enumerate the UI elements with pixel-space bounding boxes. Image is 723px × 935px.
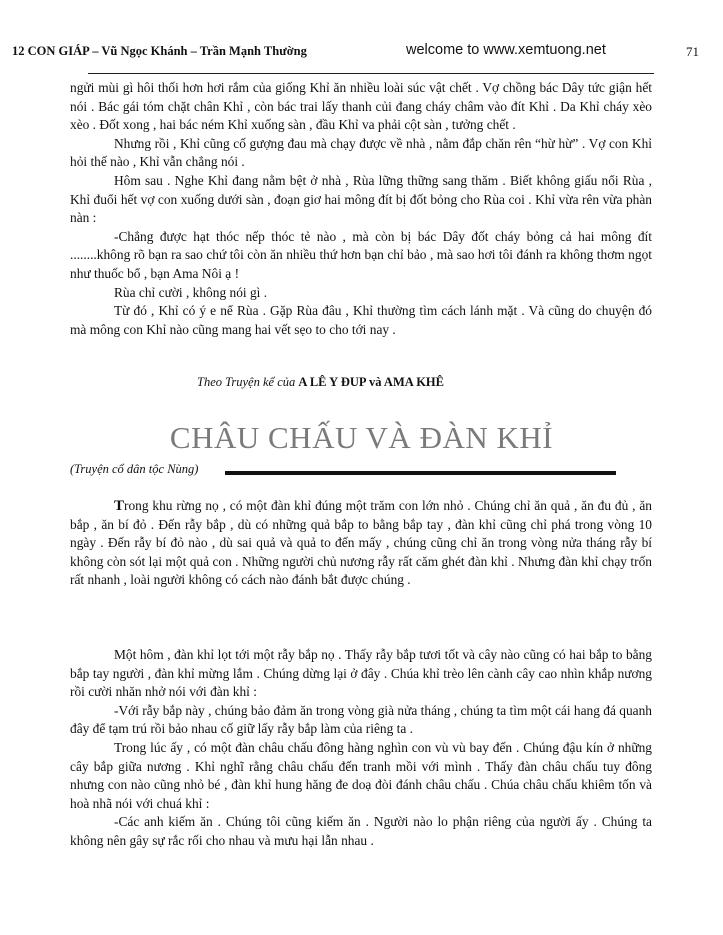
story-credit (197, 375, 444, 390)
paragraph (70, 497, 652, 590)
credit-prefix: Theo Truyện kể của (197, 375, 299, 389)
paragraph: -Với rẫy bắp này , chúng bảo đảm ăn trong vòng già nửa tháng , chúng ta tìm một cái hang đá quanh đây để tạm trú rồi bảo nhau cố giữ lấy rẫy bắp làm của riêng ta . (70, 702, 652, 737)
story-subtitle: (Truyện cổ dân tộc Nùng) (70, 462, 199, 476)
drop-letter: T (114, 498, 125, 514)
paragraph: Rùa chỉ cười , không nói gì . (114, 284, 268, 300)
paragraph: Nhưng rồi , Khỉ cũng cố gượng đau mà chạy được về nhà , nằm đắp chăn rên “hừ hừ” . Vợ con Khỉ hỏi thế nào , Khỉ vẫn chẳng nói . (70, 135, 652, 170)
paragraph: -Các anh kiếm ăn . Chúng tôi cũng kiếm ăn . Người nào lo phận riêng của người ấy . Chúng ta không nên gây sự rắc rối cho nhau và mưu hại lẫn nhau . (70, 814, 652, 848)
paragraph: ngửi mùi gì hôi thối hơn hơi rắm của giống Khỉ ăn nhiều loài súc vật chết . Vợ chồng bác Dây tức giận hết nói . Bác gái tóm chặt chân Khỉ , còn bác trai lấy thanh củi đang cháy châm vào đít Khỉ . Da Khỉ cháy xèo xèo . Đốt xong , hai bác ném Khỉ xuống sàn , đầu Khỉ va phải cột sàn , tưởng chết . (70, 80, 652, 133)
paragraph: Từ đó , Khỉ có ý e nể Rùa . Gặp Rùa đâu , Khỉ thường tìm cách lánh mặt . Và cũng do chuyện đó mà mông con Khỉ nào cũng mang hai vết sẹo to cho tới nay . (70, 303, 652, 337)
paragraph: Một hôm , đàn khỉ lọt tới một rẫy bắp nọ . Thấy rẫy bắp tươi tốt và cây nào cũng có hai bắp to bằng bắp tay người , đàn khỉ mừng lắm . Chúng dừng lại ở đây . Chúa khỉ trèo lên cành cây cao nhìn khắp nương rồi cười nhăn nhở nói với đàn khỉ : (70, 647, 652, 700)
paragraph: Trong lúc ấy , có một đàn châu chấu đông hàng nghìn con vù vù bay đến . Chúng đậu kín ở những cây bắp giữa nương . Khỉ nghĩ rằng châu chấu đến tranh mồi với mình . Thấy đàn châu chấu tuy đông nhưng con nào cũng nhỏ bé , đàn khỉ hung hăng đe doạ đòi đánh châu chấu . Chúa châu chấu khiêm tốn và hoà nhã nói với chuá khỉ : (70, 739, 652, 811)
header-rule (88, 73, 654, 74)
story-opening (70, 497, 652, 590)
story-continuation (70, 79, 652, 339)
page-number: 71 (686, 44, 699, 59)
running-header-title: 12 CON GIÁP – Vũ Ngọc Khánh – Trần Mạnh Thường (12, 44, 307, 58)
title-rule (225, 471, 616, 475)
story-body (70, 646, 652, 851)
paragraph: -Chẳng được hạt thóc nếp thóc tẻ nào , mà còn bị bác Dây đốt cháy bỏng cả hai mông đít ........không rõ bạn ra sao chứ tôi còn ăn nhiều thứ hơn bạn chỉ bảo , mà sao hơi tôi đánh ra không thơm ngọt như thuốc bổ , bạn Ama Nôi ạ ! (70, 228, 652, 281)
story-title: CHÂU CHẤU VÀ ĐÀN KHỈ (169, 420, 554, 455)
paragraph-text: rong khu rừng nọ , có một đàn khỉ đúng một trăm con lớn nhỏ . Chúng chỉ ăn quả , ăn đu đủ , ăn bắp , ăn bí đỏ . Đến rẫy bắp , dù có những quả bắp to bằng bắp tay , đàn khỉ cũng chỉ phá trong vòng 10 ngày . Đến rẫy bí đỏ nào , dù sai quả và quả to đến mấy , chúng cũng chỉ ăn trong vòng nửa tháng rẫy bí không còn sót lại một quả con . Những người chủ nương rẫy rất căm ghét đàn khỉ . Nhưng đàn khỉ chạy trốn rất nhanh , loài người không có cách nào đánh bắt được chúng . (70, 498, 652, 588)
credit-authors: A LÊ Y ĐUP và AMA KHÊ (298, 375, 444, 389)
website-credit: welcome to www.xemtuong.net (406, 42, 606, 58)
paragraph: Hôm sau . Nghe Khỉ đang nằm bệt ở nhà , Rùa lững thững sang thăm . Biết không giấu nổi Rùa , Khỉ đuổi hết vợ con xuống dưới sàn , đoạn giơ hai mông đít bị đốt bỏng cho Rùa coi . Khỉ vừa rên vừa phàn nàn : (70, 172, 652, 226)
